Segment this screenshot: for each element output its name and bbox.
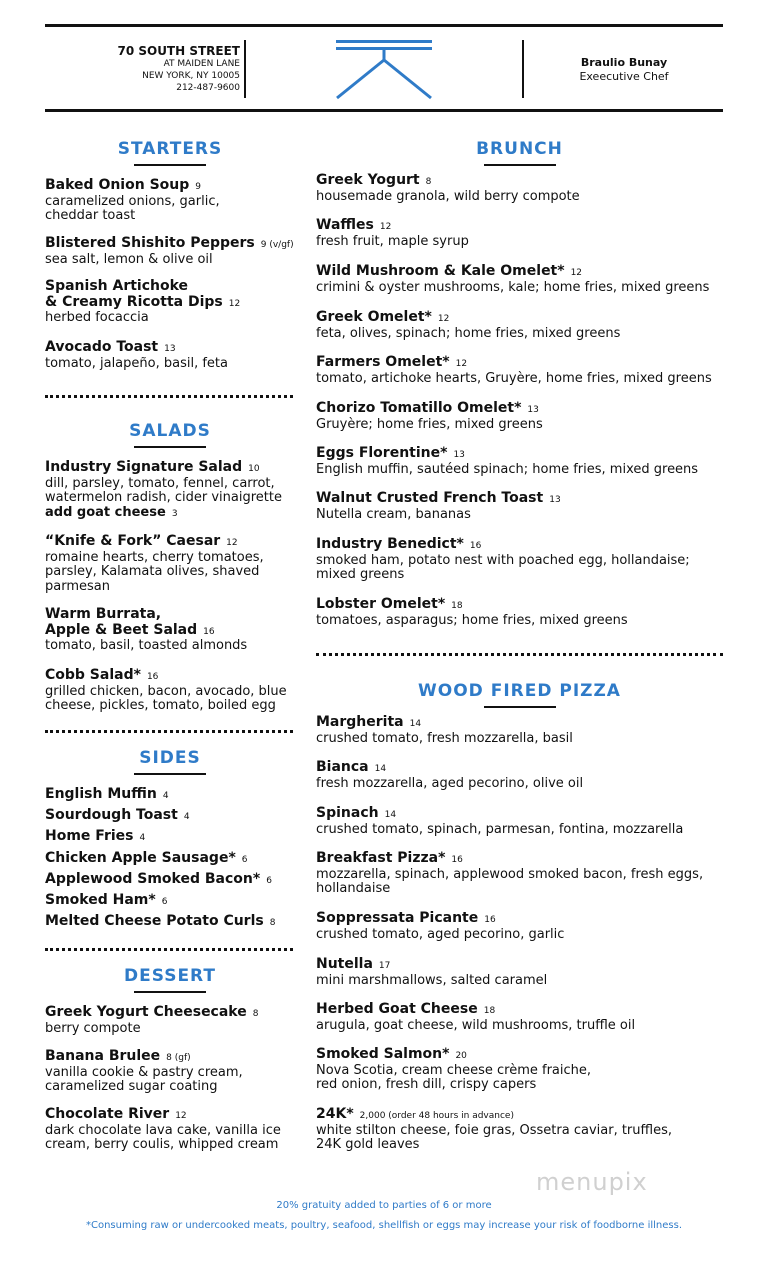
logo-icon <box>334 38 434 100</box>
side-item: English Muffin 4 <box>45 786 169 802</box>
side-item: Smoked Ham* 6 <box>45 892 168 908</box>
menu-item: Chocolate River 12 dark chocolate lava cake, vanilla ice cream, berry coulis, whipped cream <box>45 1106 281 1152</box>
menu-item: Margherita 14 crushed tomato, fresh mozzarella, basil <box>316 714 573 746</box>
cross-street: AT MAIDEN LANE <box>163 59 240 69</box>
section-divider <box>45 730 293 733</box>
side-item: Applewood Smoked Bacon* 6 <box>45 871 272 887</box>
section-divider <box>316 653 723 656</box>
menu-item: Banana Brulee 8 (gf) vanilla cookie & pastry cream, caramelized sugar coating <box>45 1048 243 1094</box>
menu-item: Lobster Omelet* 18 tomatoes, asparagus; home fries, mixed greens <box>316 596 628 628</box>
menu-item: Herbed Goat Cheese 18 arugula, goat cheese, wild mushrooms, truffle oil <box>316 1001 636 1033</box>
menu-item: Nutella 17 mini marshmallows, salted caramel <box>316 956 548 988</box>
chef-block <box>525 56 723 84</box>
menu-item: Soppressata Picante 16 crushed tomato, aged pecorino, garlic <box>316 910 565 942</box>
menu-item: Spinach 14 crushed tomato, spinach, parmesan, fontina, mozzarella <box>316 805 684 837</box>
menu-item: Industry Benedict* 16 smoked ham, potato nest with poached egg, hollandaise; mixed greens <box>316 536 690 582</box>
menu-item: 24K* 2,000 (order 48 hours in advance) white stilton cheese, foie gras, Ossetra caviar, truffles, 24K gold leaves <box>316 1106 672 1152</box>
header-bottom-rule <box>45 109 723 112</box>
street: 70 SOUTH STREET <box>117 44 240 58</box>
menu-item: Smoked Salmon* 20 Nova Scotia, cream cheese crème fraiche, red onion, fresh dill, crispy capers <box>316 1046 592 1092</box>
menu-item: Breakfast Pizza* 16 mozzarella, spinach, applewood smoked bacon, fresh eggs, hollandaise <box>316 850 704 896</box>
menu-item: Spanish Artichoke & Creamy Ricotta Dips 12 herbed focaccia <box>45 278 241 325</box>
menu-item: Baked Onion Soup 9 caramelized onions, garlic, cheddar toast <box>45 177 220 223</box>
menu-item: Walnut Crusted French Toast 13 Nutella cream, bananas <box>316 490 561 522</box>
gratuity-note: 20% gratuity added to parties of 6 or more <box>276 1200 492 1211</box>
menu-item: Industry Signature Salad 10 dill, parsley, tomato, fennel, carrot, watermelon radish, cider vinaigrette add goat cheese 3 <box>45 459 282 520</box>
foodborne-warning: *Consuming raw or undercooked meats, poultry, seafood, shellfish or eggs may increase your risk of foodborne illness. <box>85 1220 682 1231</box>
menu-item: Greek Yogurt Cheesecake 8 berry compote <box>45 1004 259 1036</box>
menu-item: Avocado Toast 13 tomato, jalapeño, basil, feta <box>45 339 228 371</box>
top-rule <box>45 24 723 27</box>
section-divider <box>45 948 293 951</box>
side-item: Sourdough Toast 4 <box>45 807 190 823</box>
side-item: Melted Cheese Potato Curls 8 <box>45 913 276 929</box>
header-divider-left <box>244 40 246 98</box>
menu-item: Cobb Salad* 16 grilled chicken, bacon, avocado, blue cheese, pickles, tomato, boiled egg <box>45 667 287 713</box>
menu-item: Farmers Omelet* 12 tomato, artichoke hearts, Gruyère, home fries, mixed greens <box>316 354 712 386</box>
brunch-title: BRUNCH <box>316 139 723 166</box>
watermark: menupix <box>536 1168 648 1196</box>
menu-item: Bianca 14 fresh mozzarella, aged pecorino, olive oil <box>316 759 584 791</box>
salads-title: SALADS <box>45 421 295 448</box>
menu-item: “Knife & Fork” Caesar 12 romaine hearts, cherry tomatoes, parsley, Kalamata olives, shaved parmesan <box>45 533 264 594</box>
pizza-title: WOOD FIRED PIZZA <box>316 681 723 708</box>
menu-item: Chorizo Tomatillo Omelet* 13 Gruyère; home fries, mixed greens <box>316 400 543 432</box>
header-divider-right <box>522 40 524 98</box>
menu-item: Blistered Shishito Peppers 9 (v/gf) sea salt, lemon & olive oil <box>45 235 294 267</box>
menu-item: Greek Yogurt 8 housemade granola, wild berry compote <box>316 172 580 204</box>
menu-item: Eggs Florentine* 13 English muffin, sautéed spinach; home fries, mixed greens <box>316 445 699 477</box>
starters-title: STARTERS <box>45 139 295 166</box>
menu-item: Wild Mushroom & Kale Omelet* 12 crimini & oyster mushrooms, kale; home fries, mixed greens <box>316 263 710 295</box>
chef-title: Exeecutive Chef <box>579 70 669 83</box>
chef-name: Braulio Bunay <box>580 56 668 69</box>
sides-title: SIDES <box>45 748 295 775</box>
side-item: Chicken Apple Sausage* 6 <box>45 850 248 866</box>
menu-item: Waffles 12 fresh fruit, maple syrup <box>316 217 469 249</box>
address-block <box>50 44 240 94</box>
phone: 212-487-9600 <box>176 83 240 93</box>
dessert-title: DESSERT <box>45 966 295 993</box>
side-item: Home Fries 4 <box>45 828 146 844</box>
menu-item: Warm Burrata, Apple & Beet Salad 16 tomato, basil, toasted almonds <box>45 606 248 653</box>
section-divider <box>45 395 293 398</box>
menu-item: Greek Omelet* 12 feta, olives, spinach; home fries, mixed greens <box>316 309 621 341</box>
city: NEW YORK, NY 10005 <box>142 71 240 81</box>
